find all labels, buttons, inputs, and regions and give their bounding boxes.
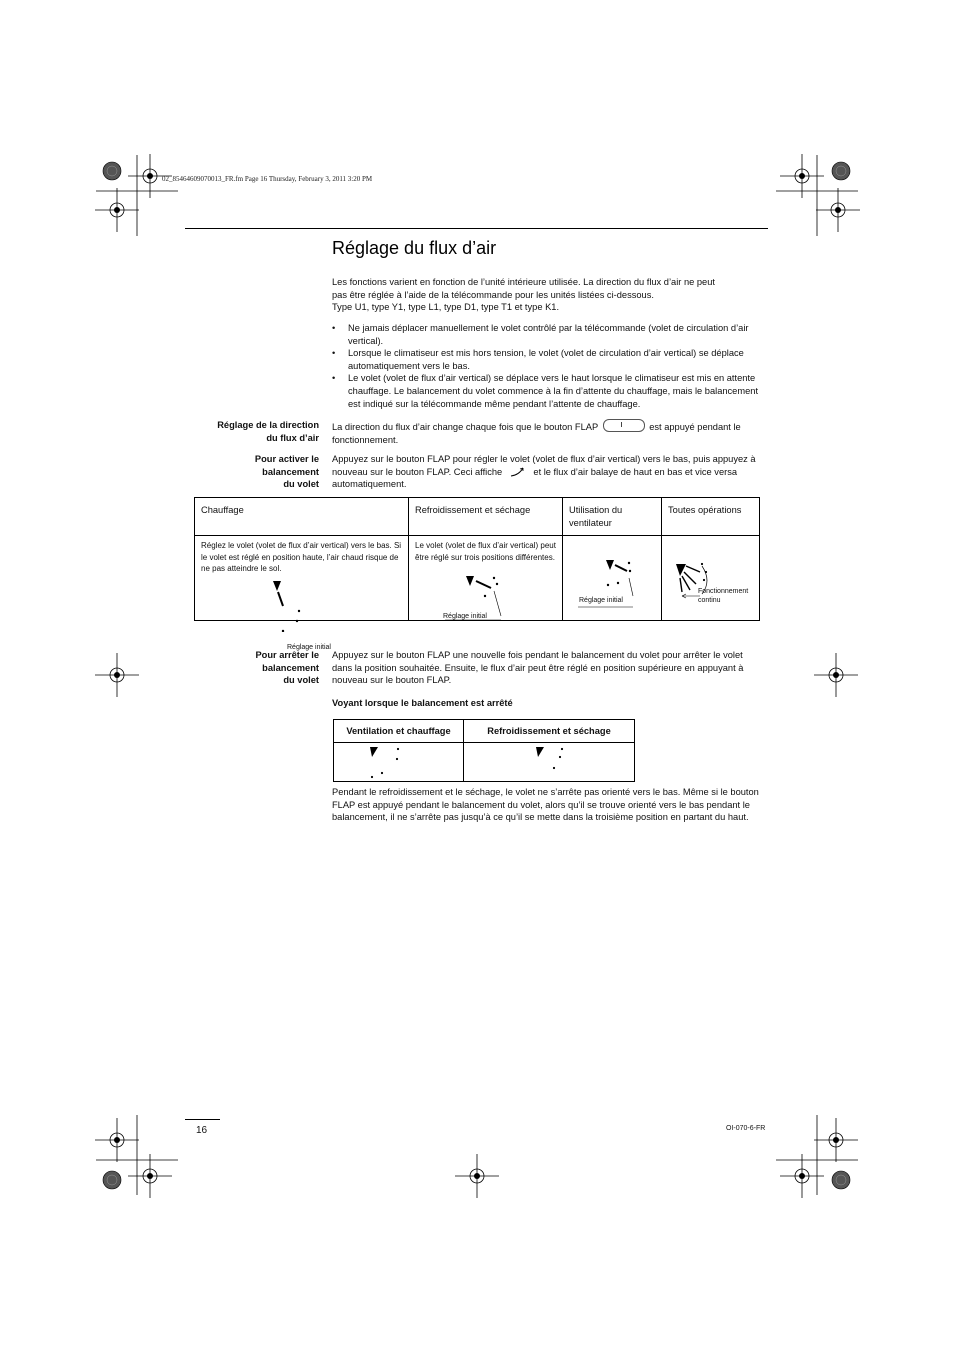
cell-heating: Réglez le volet (volet de flux d’air vertical) vers le bas. Si le volet est réglé en position haute, l’air chaud risque de ne pas atteindre le sol. Réglage initial	[195, 536, 409, 621]
intro-line-1: Les fonctions varient en fonction de l’unité intérieure utilisée. La direction du flux d’air ne peut	[332, 277, 715, 287]
caption-cooling: Réglage initial	[443, 613, 487, 621]
caption-all: Fonctionnement continu	[698, 588, 749, 605]
section-label-direction: Réglage de la direction du flux d’air	[217, 420, 319, 443]
caption-fan: Réglage initial	[579, 597, 623, 605]
indicator-table	[333, 719, 635, 782]
file-info-header: 02_85464609070013_FR.fm Page 16 Thursday, February 3, 2011 3:20 PM	[162, 175, 373, 183]
section-label-activate: Pour activer le balancement du volet	[254, 454, 319, 490]
notes-list	[332, 322, 762, 410]
intro-line-2: pas être réglée à l’aide de la télécommande pour les unités listées ci-dessous.	[332, 289, 654, 300]
caption-heating: Réglage initial	[287, 644, 331, 652]
header-all: Toutes opérations	[662, 498, 760, 536]
cell-cooling: Le volet (volet de flux d’air vertical) peut être réglé sur trois positions différentes. Réglage initial	[409, 536, 563, 621]
note-item: • Le volet (volet de flux d’air vertical) se déplace vers le haut lorsque le climatiseur est mis en attente chauffage. Le balancement du volet commence à la fin d’attente du chauffage, mais le balancement est indiqué sur la télécommande même pendant l’attente de chauffage.	[332, 372, 762, 410]
header-fan: Utilisation du ventilateur	[563, 498, 662, 536]
cell-fan	[563, 536, 662, 621]
flap-button-icon	[603, 419, 645, 432]
page-number: 16	[196, 1125, 208, 1136]
intro-paragraph	[332, 276, 764, 314]
note-item: • Lorsque le climatiseur est mis hors tension, le volet (volet de circulation d’air vertical) se déplace automatiquement vers le bas.	[332, 347, 762, 372]
header-heating: Chauffage	[195, 498, 409, 536]
header-cooling: Refroidissement et séchage	[409, 498, 563, 536]
header-cooling-drying: Refroidissement et séchage	[464, 720, 635, 743]
flap-modes-table	[194, 497, 760, 652]
indicator-heating-icon	[334, 743, 462, 783]
fan-flap-diagram-icon	[563, 536, 661, 632]
page-title: Réglage du flux d’air	[332, 238, 497, 258]
direction-text: La direction du flux d’air change chaque fois que le bouton FLAP est appuyé pendant le fonctionnement.	[332, 419, 762, 446]
stop-text: Appuyez sur le bouton FLAP une nouvelle fois pendant le balancement du volet pour arrêter le volet dans la position souhaitée. Ensuite, le flux d’air peut être réglé en position supérieure en appuyant à nouveau sur le bouton FLAP.	[332, 650, 744, 686]
footer-rule	[185, 1119, 220, 1120]
closing-paragraph: Pendant le refroidissement et le séchage, le volet ne s’arrête pas orienté vers le bas. Même si le bouton FLAP est appuyé pendant le balancement du volet, alors qu’il se trouve orienté vers le bas pendant le balancement, il ne s’arrête pas jusqu’à ce qu’il se mette dans la troisième position en partant du haut.	[332, 787, 759, 823]
header-ventilation-heating: Ventilation et chauffage	[334, 720, 464, 743]
section-label-stop: Pour arrêter le balancement du volet	[255, 650, 319, 686]
heating-flap-diagram-icon	[195, 536, 408, 632]
top-rule	[185, 228, 768, 229]
swing-indicator-icon	[509, 466, 527, 477]
document-code: OI-070-6-FR	[726, 1125, 766, 1132]
cell-all	[662, 536, 760, 621]
continuous-swing-diagram-icon	[662, 536, 762, 632]
indicator-cell-cooling	[464, 743, 635, 782]
activate-text: Appuyez sur le bouton FLAP pour régler le volet (volet de flux d’air vertical) vers le bas, puis appuyez à nouveau sur le bouton FLAP. Ceci affiche et le flux d’air balaye de haut en bas et vice versa automatiquement.	[332, 454, 756, 490]
indicator-cooling-icon	[464, 743, 636, 783]
indicator-cell-heating	[334, 743, 464, 782]
note-item: • Ne jamais déplacer manuellement le volet contrôlé par la télécommande (volet de circulation d’air vertical).	[332, 322, 762, 347]
indicator-heading: Voyant lorsque le balancement est arrêté	[332, 698, 513, 708]
intro-line-3: Type U1, type Y1, type L1, type D1, type T1 et type K1.	[332, 302, 560, 313]
